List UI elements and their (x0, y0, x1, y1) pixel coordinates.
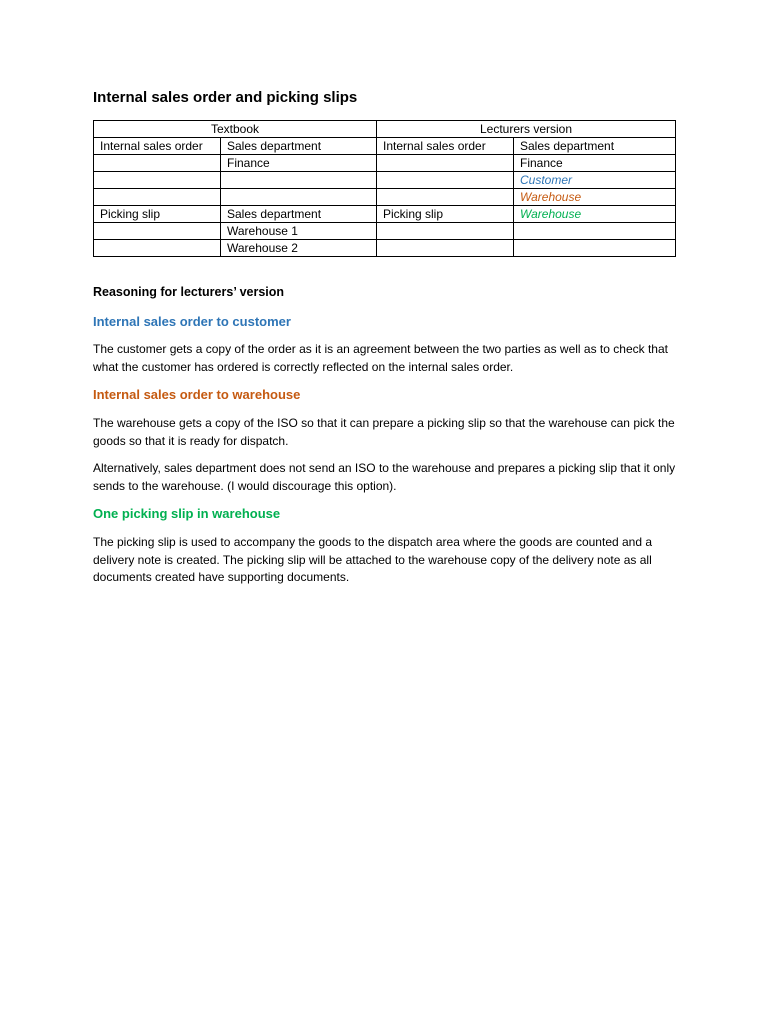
table-cell: Sales department (514, 138, 676, 155)
table-cell-picking-warehouse: Warehouse (514, 206, 676, 223)
roles-table (93, 120, 676, 257)
table-cell (377, 240, 514, 257)
table-row (94, 138, 676, 155)
table-cell: Finance (514, 155, 676, 172)
table-header-textbook: Textbook (94, 121, 377, 138)
table-cell (94, 155, 221, 172)
reasoning-heading: Reasoning for lecturers’ version (93, 285, 285, 299)
table-cell (514, 240, 676, 257)
table-header-lecturers-version: Lecturers version (377, 121, 676, 138)
paragraph: The picking slip is used to accompany the goods to the dispatch area where the goods are counted and a delivery note is created. The picking slip will be attached to the warehouse copy of the delivery note as all documents created have supporting documents. (93, 535, 653, 584)
table-cell (514, 223, 676, 240)
section-heading-picking-slip: One picking slip in warehouse (93, 506, 281, 521)
table-cell (221, 172, 377, 189)
table-cell: Picking slip (377, 206, 514, 223)
table-cell (221, 189, 377, 206)
table-cell: Sales department (221, 138, 377, 155)
table-cell: Internal sales order (94, 138, 221, 155)
table-cell (94, 189, 221, 206)
table-cell: Warehouse 1 (221, 223, 377, 240)
table-cell-warehouse: Warehouse (514, 189, 676, 206)
table-row (94, 240, 676, 257)
table-cell (94, 172, 221, 189)
table-row (94, 172, 676, 189)
table-cell: Warehouse 2 (221, 240, 377, 257)
table-cell: Picking slip (94, 206, 221, 223)
table-cell (377, 189, 514, 206)
table-cell: Sales department (221, 206, 377, 223)
table-cell (377, 223, 514, 240)
document-title: Internal sales order and picking slips (93, 89, 358, 106)
table-row (94, 223, 676, 240)
table-cell (94, 223, 221, 240)
table-row (94, 206, 676, 223)
table-header-row (94, 121, 676, 138)
table-cell-customer: Customer (514, 172, 676, 189)
section-heading-customer: Internal sales order to customer (93, 314, 291, 329)
table-cell (377, 155, 514, 172)
paragraph: The warehouse gets a copy of the ISO so that it can prepare a picking slip so that the warehouse can pick the goods so that it is ready for dispatch. (93, 416, 675, 448)
paragraph: The customer gets a copy of the order as it is an agreement between the two parties as well as to check that what the customer has ordered is correctly reflected on the internal sales order. (93, 342, 668, 374)
table-cell: Finance (221, 155, 377, 172)
table-cell: Internal sales order (377, 138, 514, 155)
table-row (94, 189, 676, 206)
table-cell (377, 172, 514, 189)
section-heading-warehouse: Internal sales order to warehouse (93, 387, 301, 402)
table-row (94, 155, 676, 172)
table-cell (94, 240, 221, 257)
paragraph: Alternatively, sales department does not send an ISO to the warehouse and prepares a picking slip that it only sends to the warehouse. (I would discourage this option). (93, 461, 676, 493)
